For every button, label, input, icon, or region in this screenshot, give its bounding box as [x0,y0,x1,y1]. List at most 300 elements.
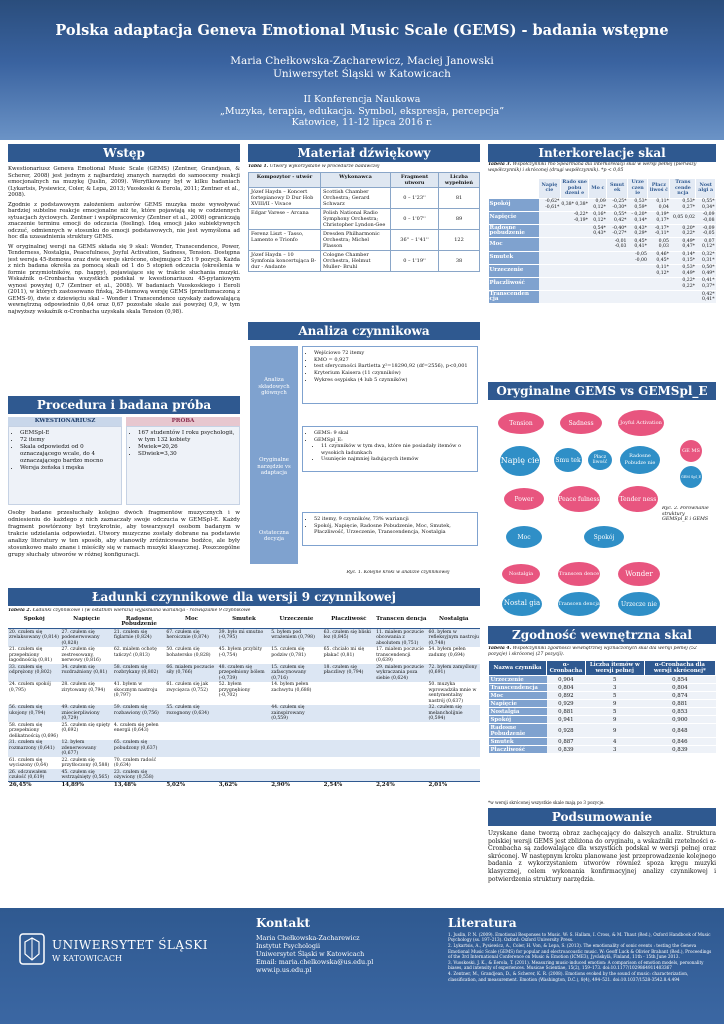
analiza-heading: Analiza czynnikowa [248,322,480,340]
table-row: Józef Haydn – 10 Symfonia koncertująca B-dur - Andante Cologne Chamber Orchestra, Helmut Muller- Bruhl 0 – 1'19'' 38 [249,251,480,272]
table2-cell: 32. czułem się melancholijnie (0,594) [428,705,481,723]
kwestionariusz-heading: KWESTIONARIUSZ [8,417,122,426]
table3-cell: 0,05 0,03 [648,238,670,251]
kontakt-university: Uniwersytet Śląski w Katowicach [256,950,365,958]
table-row [489,692,716,700]
table2-variance: 13,48% [113,782,165,789]
table3-row-label: Radosne pobudzenie [489,225,539,238]
proba-box [126,417,240,505]
table2-cell: 11. miałem poczucie obcowania z absolutem (0,751) [375,629,427,647]
table4-row-label: Smutek [489,738,547,746]
table3-cell [560,264,589,277]
pl-placzliwosc: Płacz liwość [588,450,612,470]
university-city: W KATOWICACH [52,954,123,963]
kontakt-institute: Instytut Psychologii [256,942,321,950]
table2-cell: 17. miałem poczucie transcendencji (0,639) [376,647,424,663]
table3-cell: -0,25* -0,30* [607,198,628,211]
table2-cell: 50. muzyka wprowadziła mnie w sentymentalny nastrój (0,637) [428,682,477,704]
table1-header: Wykonawca [321,173,391,188]
table3-cell [539,251,561,264]
table2-cell: 12. byłem zdenerwowany (0,677) [60,740,112,758]
table3-cell [627,264,647,277]
table4-row-label: Urzeczenie [489,676,547,684]
table3-cell: 0,07 0,12* [696,238,716,251]
table2-cell: 21. czułem się figlarnie (0,824) [113,629,165,647]
gems-comparison-diagram [488,402,716,618]
material-heading: Materiał dźwiękowy [248,144,480,162]
table2-variance: 3,62% [218,782,270,789]
table3-cell: -0,40* -0,27* [607,225,628,238]
table3-cell [560,291,589,304]
table2-cell: 4. czułem się pełen energii (0,643) [113,722,159,733]
table4-row-label: Nostalgia [489,708,547,716]
table4-cell: 0,941 [547,716,586,724]
table3 [488,178,716,304]
pl-radosne: Radosne Pobudze nie [620,446,660,474]
orig-power: Power [504,488,544,510]
table2-cell: 45. czułem się wstrząśnięty (0,565) [60,769,112,782]
table4-header: α-Cronbacha dla wersji skróconej* [644,661,715,676]
table-row [489,684,716,692]
table4-cell: 0,892 [547,692,586,700]
table3-cell: 0,55* 0,42* [607,211,628,224]
table3-header: Płacz liwoś ć [648,179,670,199]
conference-theme: „Muzyka, terapia, edukacja. Symbol, ekspresja, percepcja” [219,105,505,117]
flow-step-2: Oryginalne narzędzie vs adaptacja [250,426,298,508]
table4-row-label: Spokój [489,716,547,724]
table2-header: Spokój [8,616,60,629]
table2-cell: 67. czułem się heroicznie (0,874) [165,629,217,647]
flow-step-1: Analiza składowych głównych [250,346,298,428]
table2-variance: 14,89% [60,782,112,789]
orig-joyful: Joyful Activation [618,410,664,436]
table3-cell [589,264,607,277]
table3-header: Urze czen ie [627,179,647,199]
table2-cell: 60. byłem w refleksyjnym nastroju (0,748) [428,629,479,646]
kw-item: • Wersja żeńska i męska [20,465,117,472]
table2-header: Smutek [218,616,270,629]
legend-gemspl: GEM Spl_E [680,466,702,488]
table3-row-label: Urzeczenie [489,264,539,277]
table2-cell [270,722,322,740]
table2-variance: 2,90% [270,782,322,789]
table4-cell: 3 [585,746,644,754]
reference-item: 2. Lykartsis, A., Pysiewicz, A., Coler, H. Von, & Lepa, S. (2013). The emotionality of sonic events : testing the Geneva Emotional Music Scale (GEMS) for popular and electroacoustic music. W: Geoff Luck & Olivier Brabant (Red.), Proceedings of the 3rd International Conference on Music & Emotion (ICME3), Jyväskylä, Finland, 11th - 15th June 2013. [448,943,712,959]
table3-cell: -0,62* -0,61* [539,198,561,211]
table2-cell [165,740,217,758]
table3-cell [539,264,561,277]
table3-cell [607,291,628,304]
table3-cell: -0,05 -0,00 [627,251,647,264]
table2-cell: 45. byłem przybity (-0,754) [218,647,263,658]
table3-cell: 0,46* 0,45* [648,251,670,264]
table-row [8,647,480,665]
table2-cell: 29. miałem poczucie wykraczania poza siebie (0,624) [375,664,427,682]
table3-row-label: Smutek [489,251,539,264]
table2-cell: 14. byłem pełen zachwytu (0,688) [271,682,312,693]
table2-cell: 26. odczuwałem czułość (0,619) [8,769,60,782]
table4-cell: 0,928 [547,724,586,738]
table4-wrapper [488,660,716,802]
table3-cell: 0,22* 0,22* [670,277,696,290]
table3-header: Rado sne pobu dzeni e [560,179,589,199]
table2-cell [428,722,481,740]
table3-cell [648,291,670,304]
table3-cell: -0,17* -0,11* [648,225,670,238]
table1-header: Fragment utworu [391,173,439,188]
orig-tenderness: Tender ness [618,486,658,512]
table3-wrapper [488,178,716,378]
pl-smutek: Smu tek [554,448,582,472]
table-row [489,264,716,277]
table2-cell: 27. czułem się zestresowany, nerwowy (0,816) [61,647,101,663]
table2-cell [165,769,217,782]
table2-cell [270,757,322,769]
kontakt-info [256,934,426,974]
table3-cell [560,277,589,290]
table3-cell: 0,19* 0,17* [648,211,670,224]
table3-cell [627,291,647,304]
table3-cell: 0,16* 0,12* [589,211,607,224]
table4-cell: 0,804 [547,684,586,692]
table2-cell [323,705,375,723]
kwestionariusz-body [8,426,122,505]
table2-cell [218,740,270,758]
table2-cell: 48. czułem się przepełniony bólem (-0,739) [218,664,270,682]
table3-cell [627,277,647,290]
table3-cell: 0,50* 0,49* [696,264,716,277]
table2-cell: 21. czułem się przepełniony łagodnością (0,81) [9,647,53,663]
orig-nostalgia: Nostalgia [502,564,540,584]
table1-header: Kompozytor - utwór [249,173,321,188]
table2-cell: 25. czułem się spięty (0,692) [61,722,111,733]
table2-cell: 63. czułem się bliski łez (0,845) [323,629,375,647]
table2-cell: 50. czułem się bohatersko (0,828) [166,647,211,658]
table2-cell: 39. było mi smutno (-0,795) [218,629,270,647]
table2-cell [165,722,217,740]
table2-cell: 54. byłem pełen zadumy (0,694) [428,647,466,658]
analysis-flow [248,344,480,584]
table4-row-label: Transcendencja [489,684,547,692]
table2-variance: 2,01% [428,782,481,789]
table2-cell: 18. czułem się płaczliwy (0,794) [323,664,375,682]
table2-cell [218,722,270,740]
table3-cell: -0,09 -0,05 [696,225,716,238]
table2-cell: 58. czułem się rozbrykany (0,802) [113,664,165,682]
table2 [8,616,480,789]
table2-cell: 15. czułem się podziw (0,781) [271,647,306,658]
table3-cell [589,291,607,304]
table2-cell: 44. czułem się zainspirowany (0,559) [270,705,322,723]
table2-cell [218,705,270,723]
table2-cell: 72. byłem zamyślony (0,691) [428,664,481,682]
table4-cell: 0,839 [644,746,715,754]
table-row [489,211,716,224]
table4-cell: 0,881 [547,708,586,716]
table4-row-label: Moc [489,692,547,700]
kontakt-name: Maria Chełkowska-Zacharewicz [256,934,360,942]
table4-cell: 0,839 [547,746,586,754]
table3-cell: 0,42* 0,41* [696,291,716,304]
interkorelacje-heading: Interkorelacje skal [488,144,716,162]
table-row [489,716,716,724]
table3-header: Trans cende ncja [670,179,696,199]
table2-cell: 65. czułem się pobudzony (0,637) [113,740,165,758]
table-row [8,705,480,723]
table2-cell: 33. czułem się odprężony (0,802) [8,664,60,682]
table4-cell: 0,874 [644,692,715,700]
table2-header: Urzeczenie [270,616,322,629]
table-row: Ferenz Liszt – Tasso, Lamento e Trionfo Dresden Philharmonic Orchestra; Michel Plasson 36'' – 1'41'' 122 [249,230,480,251]
table3-row-label: Spokój [489,198,539,211]
pl-nostalgia: Nostal gia [502,592,542,616]
table-row [8,664,480,682]
kontakt-email[interactable]: Email: maria.chelkowska@us.edu.pl [256,958,374,966]
table-row [489,238,716,251]
pl-napiecie: Napię cie [500,446,540,476]
table3-cell: 0,38* 0,38* [560,198,589,211]
wstep-paragraph-1: Kwestionariusz Geneva Emotional Music Scale (GEMS) (Zentner, Grandjean, & Scherer, 2008) jest jednym z najbardziej znanych narzędzi do samooceny reakcji emocjonalnych na muzykę (Juslin, 2009). Weryfikowany był w kilku badaniach (Lykartsis, Pysiewicz, Coler, & Lepa, 2013; Vuoskoski & Eerola, 2011; Zentner et al., 2008). [8,166,240,198]
table3-cell [560,225,589,238]
table2-cell [323,740,375,758]
table4-row-label: Płaczliwość [489,746,547,754]
table-row: Józef Haydn – Koncert fortepianowy D Dur Hob XVIII/II - Vivace Scottish Chamber Orchestra; Gerard Schwarz 0 – 1'23'' 81 [249,188,480,209]
table1-header: Liczba wypełnień [439,173,480,188]
table3-cell: 0,53* 0,27* [670,198,696,211]
orig-wonder: Wonder [618,562,660,586]
authors [0,55,724,81]
kw-item: • Skala odpowiedzi od 0 oznaczającego wcale, do 4 oznaczającego bardzo mocno [20,444,117,465]
table2-cell [428,740,481,758]
table3-cell [539,238,561,251]
table4-cell: 0,929 [547,700,586,708]
table2-cell [428,757,481,769]
table3-row-label: Napięcie [489,211,539,224]
table2-variance: 5,02% [165,782,217,789]
table2-cell: 5. byłem pod wrażeniem (0,798) [270,629,322,647]
table4-cell: 5 [585,692,644,700]
table4-cell: 9 [585,724,644,738]
pl-spokoj: Spokój [584,526,624,548]
pl-urzeczenie: Urzecze nie [618,592,660,616]
oryginalne-heading: Oryginalne GEMS vs GEMSpl_E [488,382,716,400]
table2-cell: 65. chciało mi się płakać (0,81) [323,647,365,658]
authors-names: Maria Chełkowska-Zacharewicz, Maciej Janowski [230,55,494,67]
table-row [489,738,716,746]
table2-cell: 15. czułem się zafascynowany (0,716) [270,664,322,682]
table3-caption: Tabela 3. Współczynniki rho Spearmana dla interkorelacji skal w wersji pełnej (pierwszy współczynnik) i skróconej (drugi współczynnik). *p < 0,05 [488,162,697,173]
table4-cell: 5 [585,708,644,716]
table2-header: Moc [165,616,217,629]
table2-cell: 34. czułem się rozdrażniony (0,81) [60,664,112,682]
table2-cell [218,757,270,769]
university-logo-icon [18,932,46,966]
table3-cell: 0,55* 0,34* [696,198,716,211]
conference-info [0,94,724,129]
table4-cell: 5 [585,676,644,684]
table2-header: Płaczliwość [323,616,375,629]
table3-cell [560,238,589,251]
table2-caption: Tabela 2. Ładunki czynnikowe i (w ostatnim wierszu) wyjaśniana wariancja - rozwiązanie 9 czynnikowe [8,608,251,613]
table2-cell [375,705,427,723]
orig-peacefulness: Peace fulness [558,486,600,512]
authors-affiliation: Uniwersytet Śląski w Katowicach [273,68,451,80]
table3-cell: 0,11* 0,04 [648,198,670,211]
table3-cell: 0,54* 0,43* [589,225,607,238]
table3-cell [539,211,561,224]
table2-cell: 52. byłem przygnębiony (-0,702) [218,682,251,698]
table2-cell [323,722,375,740]
table-row [489,225,716,238]
table2-cell [165,757,217,769]
table2-header: Transcen dencja [375,616,427,629]
table2-header: Napięcie [60,616,112,629]
table2-cell: 55. czułem się rozognony (0,634) [165,705,217,723]
table4-cell: 0,853 [644,708,715,716]
table-row [489,251,716,264]
table2-cell: 49. czułem się zniecierpliwiony (0,729) [60,705,112,723]
table2-cell: 56. czułem się ukojony (0,794) [8,705,60,723]
table2-cell [375,682,427,705]
table-row [489,746,716,754]
table-row [489,277,716,290]
literatura-heading: Literatura [448,916,517,930]
table-row [489,198,716,211]
conference-date: Katowice, 11-12 lipca 2016 r. [291,117,433,128]
table4-row-label: Napięcie [489,700,547,708]
ladunki-heading: Ładunki czynnikowe dla wersji 9 czynnikowej [8,588,480,606]
table2-variance: 26,45% [8,782,60,789]
table4-header: Nazwa czynnika [489,661,547,676]
legend-gems: GE MS [680,440,702,462]
table3-header: Napię cie [539,179,561,199]
proba-item: • SDwiek=3,30 [138,451,235,458]
table2-cell: 66. miałem poczucie siły (0,766) [165,664,217,682]
table3-cell [648,277,670,290]
table3-header: Nost algi a [696,179,716,199]
table-row [489,291,716,304]
wstep-paragraph-2: Zgodnie z podstawowym założeniem autorów GEMS muzyka może wywoływać bardziej subtelne reakcje emocjonalne niż te, które pojawiają się w codziennych sytuacjach życiowych. Zentner i współpracownicy (Zentner et al., 2008) ograniczają znaczenie terminu emocji do odczucia (feeling). Ideą emocji jako subiektywnych odczuć, odmiennych w stosunku do emocji podstawowych, nie jest wymyślona ad hoc dla uzasadnienia struktury GEMS. [8,201,240,240]
procedura-heading: Procedura i badana próba [8,396,240,414]
procedura-text: Osoby badane przesłuchały kolejno dwóch fragmentów muzycznych i w odniesieniu do każdego z nich zaznaczały swoje odczucia w GEMSpl-E. Każdy fragment powtórzony był trzykrotnie, aby towarzyszył osobom badanym w trakcie udzielania odpowiedzi. Utwory muzyczne zostały dobrane na podstawie analizy literatury w ten sposób, aby stanowiły zróżnicowane bodźce, ale były stosunkowo mało znane i mieściły się w ramach muzyki klasycznej. Poszczególne grupy słuchały utworów w różnej konfiguracji. [8,510,240,558]
table4-cell: 0,846 [644,738,715,746]
table4 [488,660,716,754]
table2-variance: 2,54% [323,782,375,789]
table4-row-label: Radosne Pobudzenie [489,724,547,738]
table3-cell: 0,45* 0,41* [627,238,647,251]
table-row [8,682,480,705]
table-row [489,724,716,738]
literatura-list [448,932,716,982]
table3-cell [607,251,628,264]
proba-heading: PRÓBA [126,417,240,426]
table4-note: *w wersji skróconej wszystkie skale mają po 3 pozycje. [488,800,605,805]
conference-name: II Konferencja Naukowa [303,94,421,105]
table3-cell [560,251,589,264]
poster-footer [0,908,724,1024]
wstep-text [8,166,240,388]
table3-cell: 0,49* 0,47* [670,238,696,251]
table4-cell: 0,904 [547,676,586,684]
table3-cell [539,277,561,290]
table3-cell [589,238,607,251]
wstep-heading: Wstęp [8,144,240,162]
table3-cell [607,264,628,277]
table4-cell: 4 [585,738,644,746]
table2-cell: 22. czułem się przytłoczony (0,588) [61,757,110,768]
table2-cell [375,740,427,758]
table2-cell: 24. czułem spokój (0,795) [9,682,51,693]
table4-cell: 0,804 [644,684,715,692]
table1-caption: Tabla 1. Utwory wykorzystane w procedurze badawczej [248,164,380,169]
proba-item: • Mwiek=20,26 [138,444,235,451]
pl-moc: Moc [506,526,542,548]
table4-cell: 0,881 [644,700,715,708]
table2-variance: 2,24% [375,782,427,789]
zgodnosc-heading: Zgodność wewnętrzna skal [488,626,716,644]
table3-cell [607,277,628,290]
reference-item: 1. Juslin, P. N. (2009). Emotional Responses to Music. W: S. Hallam, I. Cross, & M. Thaut (Red.), Oxford Handbook of Music Psychology (ss. 197–213). Oxford: Oxford University Press. [448,932,711,943]
table3-cell: 0,14* 0,15* [670,251,696,264]
kwestionariusz-box [8,417,122,505]
table-row [489,700,716,708]
table3-cell [589,277,607,290]
table2-cell: 27. czułem się podenerwowany (0,828) [60,629,112,647]
table3-cell: 0,11* 0,12* [648,264,670,277]
kontakt-heading: Kontakt [256,916,311,930]
table2-cell: 41. byłem w skocznym nastroju (0,797) [113,682,158,698]
table3-cell: 0,43* 0,29* [627,225,647,238]
table3-cell: -0,01 -0,03 [607,238,628,251]
table2-header: Radosne Pobudzenie [113,616,165,629]
flow-step-3: Ostateczna decyzja [250,508,298,564]
table3-cell [539,225,561,238]
reference-item: 4. Zentner, M., Grandjean, D., & Scherer, K. R. (2008). Emotions evoked by the sound of music: characterization, classification, and measurement. Emotion (Washington, D.C.), 8(4), 494–521. doi:10.1037/1528-3542.8.4.494 [448,971,689,982]
table1-wrapper [248,172,480,312]
table2-cell [323,769,375,782]
table-row [8,757,480,769]
figure1-caption: Ryc. 1. Kolejne kroki w analizie czynnikowej [346,570,450,575]
poster-title: Polska adaptacja Geneva Emotional Music Scale (GEMS) - badania wstępne [55,22,669,39]
university-name: UNIWERSYTET ŚLĄSKI [52,938,208,952]
table2-wrapper [8,616,480,904]
flow-step-1-content: • Wejściowo 72 itemy • KMO = 0,927 • test sferyczności Bartletta χ²=18290,92 (df=2556), p<0,001 • Kryterium Kaisera (11 czynników) • Wykres osypiska (4 lub 5 czynników) [302,346,478,404]
table3-cell [589,251,607,264]
table3-cell: 0,05 0,02 [670,211,696,224]
table3-cell: 0,20* 0,22* [670,225,696,238]
orig-tension: Tension [498,412,544,434]
table3-cell: 0,41* 0,37* [696,277,716,290]
figure2-caption: Ryc. 2. Porównanie struktury GEMSpl_E i GEMS [662,506,709,523]
podsumowanie-heading: Podsumowanie [488,808,716,826]
table2-cell [428,769,481,782]
table2-cell: 20. czułem się zrelaksowany (0,814) [8,629,60,647]
pl-transcendencja: Transcen dencja [558,592,600,616]
table3-header: Mo c [589,179,607,199]
table-row: Edgar Varese – Arcana Polish National Radio Symphony Orchestra; Christopher Lyndon-Gee 0 – 1'07'' 89 [249,209,480,230]
table2-cell [323,757,375,769]
table2-cell: 28. czułem się zirytowany (0,794) [61,682,106,693]
table3-cell [539,291,561,304]
table2-cell [270,740,322,758]
table2-variance-row [8,782,480,789]
flow-step-2-content: • GEMS: 9 skal • GEMSpl_E: • 11 czynników w tym dwa, które nie posiadały itemów o wysokich ładunkach • Usunięcie najmniej ładujących itemów [302,426,478,472]
kontakt-website[interactable]: www.ip.us.edu.pl [256,966,312,974]
flow-step-3-content: • 52 itemy, 9 czynników, 73% wariancji • Spokój, Napięcie, Radosne Pobudzenie, Moc, Smutek, Płaczliwość, Urzeczenie, Transcendencja, Nostalgia [302,512,478,546]
proba-item: • 167 studentów I roku psychologii, w tym 132 kobiety [138,430,235,444]
table2-cell: 61. czułem się wyciszony (0,64) [9,757,48,768]
table2-header: Nostalgia [428,616,481,629]
